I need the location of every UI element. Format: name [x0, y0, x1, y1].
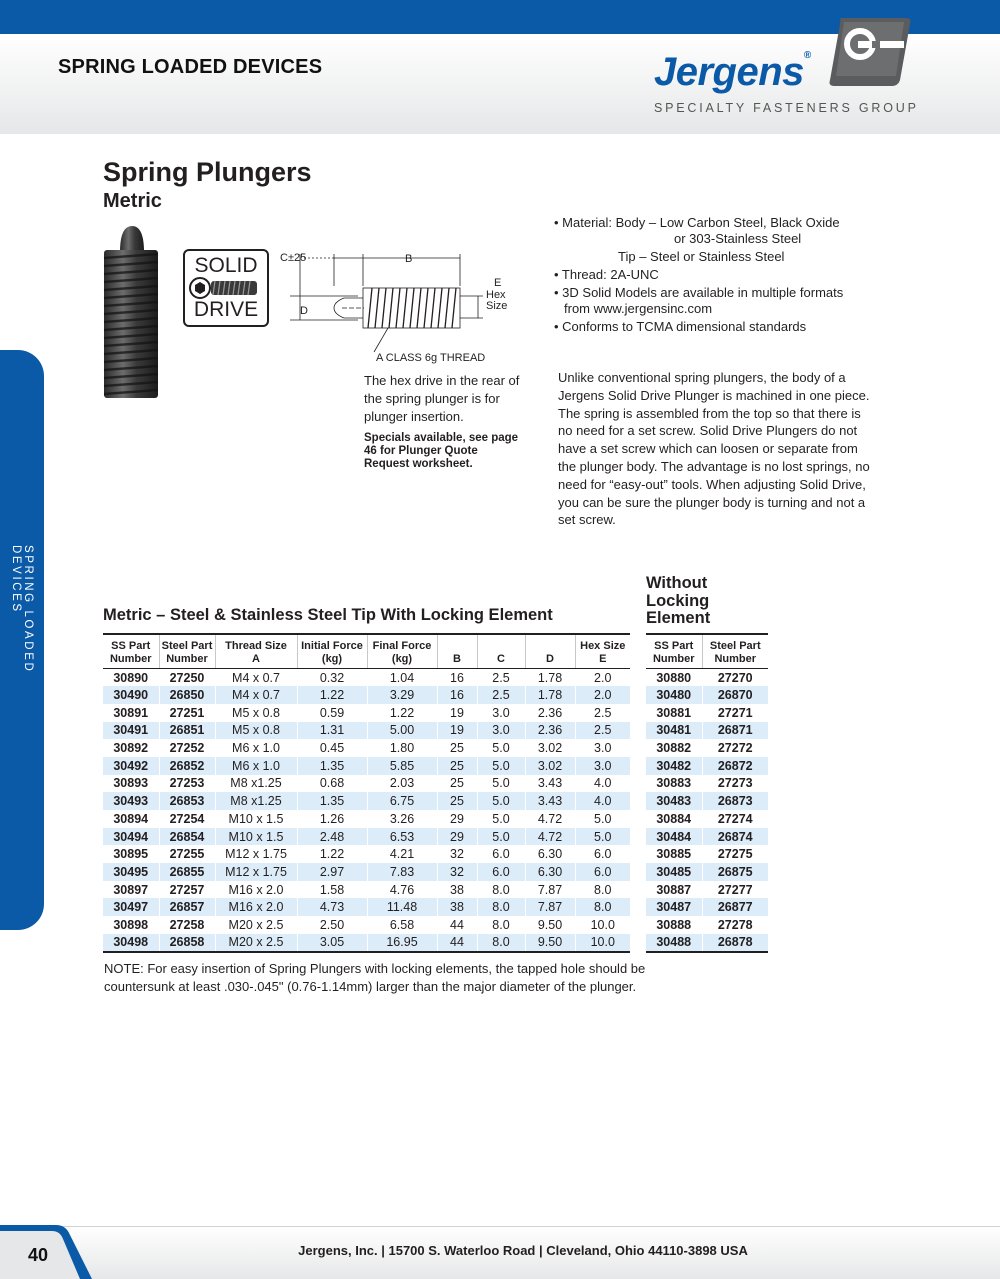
- table-row: [103, 704, 630, 722]
- table-cell: 30485: [646, 863, 702, 881]
- table-cell: 5.0: [477, 828, 525, 846]
- table-cell: 1.35: [297, 757, 367, 775]
- table-row: [103, 934, 630, 952]
- table-cell: 2.5: [575, 704, 630, 722]
- dim-c-label: C±25: [280, 252, 307, 264]
- table-cell: 19: [437, 704, 477, 722]
- specs-table-locking: [103, 633, 630, 953]
- column-header: [297, 634, 367, 669]
- table-cell: 8.0: [575, 898, 630, 916]
- table-cell: 10.0: [575, 934, 630, 952]
- column-header-line-2: Number: [166, 653, 208, 665]
- table-cell: 4.73: [297, 898, 367, 916]
- table-row: [646, 845, 768, 863]
- table-row: [103, 863, 630, 881]
- column-header: [159, 634, 215, 669]
- table-row: [103, 757, 630, 775]
- column-header-line-2: E: [599, 653, 607, 665]
- table-cell: 5.0: [477, 757, 525, 775]
- specials-note: Specials available, see page 46 for Plunger Quote Request worksheet.: [364, 432, 519, 470]
- table-cell: 2.36: [525, 722, 575, 740]
- table-cell: 2.5: [575, 722, 630, 740]
- table-cell: 6.30: [525, 863, 575, 881]
- hex-drive-caption: The hex drive in the rear of the spring plunger is for plunger insertion.: [364, 373, 520, 424]
- table-row: [103, 722, 630, 740]
- specs-table-no-locking: [646, 633, 768, 953]
- column-header-line-1: SS Part: [111, 640, 151, 652]
- table-cell: 26855: [159, 863, 215, 881]
- table-cell: 26874: [702, 828, 768, 846]
- column-header-line-2: C: [497, 653, 505, 665]
- table-cell: 8.0: [575, 881, 630, 899]
- column-header-line-2: A: [252, 653, 260, 665]
- column-header: [103, 634, 159, 669]
- table-cell: 30482: [646, 757, 702, 775]
- table-cell: 7.87: [525, 881, 575, 899]
- table-cell: 26877: [702, 898, 768, 916]
- column-header-line-1: Steel Part: [709, 640, 761, 652]
- table-row: [646, 898, 768, 916]
- page-subtitle: Metric: [103, 190, 162, 212]
- table-cell: 26853: [159, 792, 215, 810]
- table-cell: 0.32: [297, 669, 367, 687]
- table-cell: 26870: [702, 686, 768, 704]
- table-cell: 16.95: [367, 934, 437, 952]
- table-cell: 30888: [646, 916, 702, 934]
- section-title: SPRING LOADED DEVICES: [58, 56, 323, 78]
- table-cell: 27277: [702, 881, 768, 899]
- feature-material-line-1: • Material: Body – Low Carbon Steel, Black Oxide: [554, 215, 840, 230]
- table-cell: 6.58: [367, 916, 437, 934]
- table-cell: 16: [437, 669, 477, 687]
- table-cell: 9.50: [525, 916, 575, 934]
- table-row: [103, 792, 630, 810]
- table-cell: 10.0: [575, 916, 630, 934]
- table-cell: 30491: [103, 722, 159, 740]
- table-cell: 26852: [159, 757, 215, 775]
- table-cell: 5.0: [477, 739, 525, 757]
- table-cell: 26872: [702, 757, 768, 775]
- table-cell: 7.87: [525, 898, 575, 916]
- table-cell: 32: [437, 863, 477, 881]
- table-cell: 6.30: [525, 845, 575, 863]
- table-cell: 30892: [103, 739, 159, 757]
- table-cell: 26873: [702, 792, 768, 810]
- table-row: [646, 828, 768, 846]
- table-cell: 29: [437, 810, 477, 828]
- table-cell: 3.02: [525, 757, 575, 775]
- table-cell: 3.43: [525, 792, 575, 810]
- column-header-line-2: Number: [652, 653, 695, 665]
- table-cell: 4.0: [575, 792, 630, 810]
- table-cell: M16 x 2.0: [215, 881, 297, 899]
- column-header-line-2: (kg): [391, 653, 413, 665]
- table-header-row: [103, 634, 630, 669]
- table-cell: 30893: [103, 775, 159, 793]
- table-cell: 29: [437, 828, 477, 846]
- table-cell: 30897: [103, 881, 159, 899]
- table-cell: 6.0: [477, 845, 525, 863]
- hex-drive-plunger-icon: [189, 277, 263, 299]
- table-cell: 30480: [646, 686, 702, 704]
- table-cell: 27271: [702, 704, 768, 722]
- feature-models: [554, 285, 884, 317]
- table-cell: 11.48: [367, 898, 437, 916]
- table-cell: M10 x 1.5: [215, 810, 297, 828]
- table-cell: 1.22: [297, 845, 367, 863]
- table-cell: 2.0: [575, 669, 630, 687]
- table-row: [103, 739, 630, 757]
- feature-models-line-2: from www.jergensinc.com: [564, 301, 713, 316]
- table-cell: 30493: [103, 792, 159, 810]
- table-cell: 27255: [159, 845, 215, 863]
- page-title: Spring Plungers: [103, 157, 312, 187]
- feature-tip: [554, 249, 884, 265]
- table-cell: 30898: [103, 916, 159, 934]
- table-cell: 4.76: [367, 881, 437, 899]
- dim-size-label: Size: [486, 300, 508, 312]
- table-cell: 5.0: [477, 775, 525, 793]
- table-cell: 8.0: [477, 881, 525, 899]
- table-cell: 5.0: [477, 810, 525, 828]
- table-cell: 6.53: [367, 828, 437, 846]
- table-cell: 30494: [103, 828, 159, 846]
- table-cell: 30887: [646, 881, 702, 899]
- table-cell: 1.22: [367, 704, 437, 722]
- table-cell: 27270: [702, 669, 768, 687]
- column-header-line-1: Thread Size: [225, 640, 287, 652]
- table-cell: M20 x 2.5: [215, 934, 297, 952]
- table-cell: 44: [437, 934, 477, 952]
- brand-name: Jergens: [654, 50, 804, 94]
- table-cell: 30883: [646, 775, 702, 793]
- table-cell: 4.0: [575, 775, 630, 793]
- table-cell: 26850: [159, 686, 215, 704]
- column-header-line-1: Hex Size: [580, 640, 626, 652]
- table-cell: 32: [437, 845, 477, 863]
- table-cell: 30490: [103, 686, 159, 704]
- table-cell: M5 x 0.8: [215, 722, 297, 740]
- table-cell: 27274: [702, 810, 768, 828]
- table-cell: 27251: [159, 704, 215, 722]
- column-header-line-2: (kg): [321, 653, 343, 665]
- page-number: 40: [28, 1245, 49, 1265]
- column-header: [477, 634, 525, 669]
- table-cell: 30880: [646, 669, 702, 687]
- table-cell: 6.0: [575, 863, 630, 881]
- table-row: [646, 934, 768, 952]
- spring-plunger-photo: [100, 222, 160, 402]
- table-cell: 26857: [159, 898, 215, 916]
- table-cell: 30895: [103, 845, 159, 863]
- table-cell: 2.36: [525, 704, 575, 722]
- column-header-line-2: Number: [714, 653, 757, 665]
- feature-material-line-3: Tip – Steel or Stainless Steel: [618, 249, 785, 264]
- column-header: [575, 634, 630, 669]
- table-cell: 6.0: [575, 845, 630, 863]
- table-cell: 38: [437, 881, 477, 899]
- table-row: [646, 810, 768, 828]
- table-cell: 2.5: [477, 686, 525, 704]
- table-cell: 5.0: [575, 828, 630, 846]
- insertion-note: NOTE: For easy insertion of Spring Plungers with locking elements, the tapped hole should be countersunk at least .030-.045" (0.76-1.14mm) larger than the major diameter of the plunger.: [104, 961, 646, 994]
- footer-address: Jergens, Inc. | 15700 S. Waterloo Road | Cleveland, Ohio 44110-3898 USA: [298, 1243, 748, 1258]
- table-cell: 27275: [702, 845, 768, 863]
- table-cell: 3.0: [477, 722, 525, 740]
- table-cell: 8.0: [477, 916, 525, 934]
- table-cell: 16: [437, 686, 477, 704]
- table-row: [103, 916, 630, 934]
- table-cell: 38: [437, 898, 477, 916]
- table-cell: 9.50: [525, 934, 575, 952]
- table-cell: 30487: [646, 898, 702, 916]
- column-header: [702, 634, 768, 669]
- table-cell: 27273: [702, 775, 768, 793]
- table-cell: 3.29: [367, 686, 437, 704]
- dim-d-label: D: [300, 305, 308, 317]
- column-header: [215, 634, 297, 669]
- table-cell: M12 x 1.75: [215, 845, 297, 863]
- table-cell: M8 x1.25: [215, 775, 297, 793]
- column-header-line-1: Steel Part: [161, 640, 213, 652]
- table-cell: 25: [437, 792, 477, 810]
- side-title-line-2: Locking: [646, 591, 710, 610]
- side-title-line-1: Without: [646, 574, 708, 592]
- table-cell: 2.97: [297, 863, 367, 881]
- brand-logo-text: [654, 50, 811, 95]
- table-row: [646, 916, 768, 934]
- table-cell: 4.72: [525, 810, 575, 828]
- table-cell: M8 x1.25: [215, 792, 297, 810]
- table-cell: 4.72: [525, 828, 575, 846]
- table-cell: 3.0: [575, 739, 630, 757]
- table-row: [103, 686, 630, 704]
- table-cell: 3.0: [477, 704, 525, 722]
- table-row: [646, 704, 768, 722]
- table-cell: 44: [437, 916, 477, 934]
- side-title-line-3: Element: [646, 609, 711, 627]
- table-cell: 30894: [103, 810, 159, 828]
- column-header-line-2: D: [546, 653, 554, 665]
- table-cell: 2.5: [477, 669, 525, 687]
- table-cell: 30885: [646, 845, 702, 863]
- column-header-line-1: SS Part: [654, 640, 694, 652]
- table-cell: 0.68: [297, 775, 367, 793]
- table-cell: 2.48: [297, 828, 367, 846]
- column-header: [646, 634, 702, 669]
- table-cell: 4.21: [367, 845, 437, 863]
- table-cell: 25: [437, 739, 477, 757]
- badge-text-bottom: DRIVE: [193, 298, 259, 321]
- table-cell: M4 x 0.7: [215, 669, 297, 687]
- table-cell: 2.0: [575, 686, 630, 704]
- table-cell: 1.22: [297, 686, 367, 704]
- table-row: [103, 845, 630, 863]
- column-header: [437, 634, 477, 669]
- table-cell: 19: [437, 722, 477, 740]
- table-row: [646, 863, 768, 881]
- brand-registered-mark: ®: [803, 50, 811, 61]
- table-row: [103, 810, 630, 828]
- product-description: Unlike conventional spring plungers, the body of a Jergens Solid Drive Plunger is machined in one piece. The spring is assembled from the top so that there is no need for a set screw. Solid Drive Plungers do not have a set screw which can loosen or separate from the plunger body. The advantage is no lost springs, no need for “easy-out” tools. When adjusting Solid Drive, you can be sure the plunger body is turning and not a set screw.: [558, 370, 870, 528]
- table-row: [646, 686, 768, 704]
- table-cell: 3.26: [367, 810, 437, 828]
- table-cell: 3.0: [575, 757, 630, 775]
- table-row: [103, 669, 630, 687]
- table-cell: 30498: [103, 934, 159, 952]
- table-cell: 3.02: [525, 739, 575, 757]
- table-cell: 27253: [159, 775, 215, 793]
- table-cell: 5.0: [575, 810, 630, 828]
- table-cell: M6 x 1.0: [215, 757, 297, 775]
- feature-material-line-2: or 303-Stainless Steel: [674, 231, 802, 246]
- table-cell: M16 x 2.0: [215, 898, 297, 916]
- table-row: [103, 881, 630, 899]
- table-row: [646, 881, 768, 899]
- table-cell: 30497: [103, 898, 159, 916]
- table-cell: 26858: [159, 934, 215, 952]
- dim-thread-label: A CLASS 6g THREAD: [376, 352, 486, 364]
- table-cell: 30495: [103, 863, 159, 881]
- table-cell: 3.05: [297, 934, 367, 952]
- table-cell: 27258: [159, 916, 215, 934]
- side-table-title: [646, 575, 766, 628]
- table-cell: 1.35: [297, 792, 367, 810]
- table-cell: 26854: [159, 828, 215, 846]
- table-cell: 30484: [646, 828, 702, 846]
- badge-text-top: SOLID: [194, 254, 258, 277]
- table-cell: 27278: [702, 916, 768, 934]
- table-row: [646, 757, 768, 775]
- table-cell: 27272: [702, 739, 768, 757]
- table-cell: 8.0: [477, 934, 525, 952]
- table-cell: M10 x 1.5: [215, 828, 297, 846]
- table-cell: 5.00: [367, 722, 437, 740]
- feature-list: [554, 215, 884, 337]
- table-header-row: [646, 634, 768, 669]
- table-cell: M4 x 0.7: [215, 686, 297, 704]
- table-cell: 1.58: [297, 881, 367, 899]
- table-cell: M5 x 0.8: [215, 704, 297, 722]
- table-row: [646, 739, 768, 757]
- table-cell: 1.80: [367, 739, 437, 757]
- feature-models-line-1: • 3D Solid Models are available in multiple formats: [554, 285, 844, 300]
- table-row: [103, 828, 630, 846]
- dim-hex-label: Hex: [486, 289, 506, 301]
- table-cell: 1.31: [297, 722, 367, 740]
- column-header-line-2: Number: [109, 653, 152, 665]
- feature-tcma: • Conforms to TCMA dimensional standards: [554, 319, 807, 334]
- table-cell: 27254: [159, 810, 215, 828]
- table-cell: 1.26: [297, 810, 367, 828]
- table-cell: 6.0: [477, 863, 525, 881]
- table-cell: 3.43: [525, 775, 575, 793]
- table-cell: 0.59: [297, 704, 367, 722]
- table-row: [646, 775, 768, 793]
- column-header-line-1: Final Force: [372, 640, 432, 652]
- feature-material: [554, 215, 884, 247]
- table-cell: 27257: [159, 881, 215, 899]
- table-cell: 2.50: [297, 916, 367, 934]
- table-row: [646, 722, 768, 740]
- table-cell: 26875: [702, 863, 768, 881]
- table-cell: 30492: [103, 757, 159, 775]
- dim-e-label: E: [494, 277, 502, 289]
- table-cell: 6.75: [367, 792, 437, 810]
- table-cell: 26878: [702, 934, 768, 952]
- table-cell: 2.03: [367, 775, 437, 793]
- table-cell: 30882: [646, 739, 702, 757]
- table-row: [646, 669, 768, 687]
- table-cell: 27252: [159, 739, 215, 757]
- table-row: [103, 775, 630, 793]
- column-header-line-1: Initial Force: [301, 640, 363, 652]
- feature-thread: • Thread: 2A-UNC: [554, 267, 659, 282]
- table-cell: 1.78: [525, 686, 575, 704]
- table-cell: 30881: [646, 704, 702, 722]
- solid-drive-badge: [183, 249, 269, 327]
- side-tab-label: SPRING LOADED DEVICES: [10, 545, 34, 674]
- jergens-logo-icon: [828, 14, 912, 88]
- table-cell: 8.0: [477, 898, 525, 916]
- table-cell: 30890: [103, 669, 159, 687]
- table-cell: 7.83: [367, 863, 437, 881]
- table-cell: 30884: [646, 810, 702, 828]
- table-cell: 1.04: [367, 669, 437, 687]
- table-row: [103, 898, 630, 916]
- table-cell: M12 x 1.75: [215, 863, 297, 881]
- main-table-title: Metric – Steel & Stainless Steel Tip With Locking Element: [103, 606, 553, 624]
- table-cell: 30891: [103, 704, 159, 722]
- table-cell: 30481: [646, 722, 702, 740]
- table-cell: 26871: [702, 722, 768, 740]
- table-cell: 30483: [646, 792, 702, 810]
- brand-tagline: SPECIALTY FASTENERS GROUP: [654, 101, 919, 115]
- dimension-diagram: [278, 248, 528, 368]
- table-cell: M20 x 2.5: [215, 916, 297, 934]
- dim-b-label: B: [405, 253, 413, 265]
- table-cell: 27250: [159, 669, 215, 687]
- table-cell: 25: [437, 775, 477, 793]
- table-cell: 5.0: [477, 792, 525, 810]
- column-header: [525, 634, 575, 669]
- column-header: [367, 634, 437, 669]
- table-cell: 5.85: [367, 757, 437, 775]
- table-cell: 0.45: [297, 739, 367, 757]
- table-cell: 30488: [646, 934, 702, 952]
- table-cell: 26851: [159, 722, 215, 740]
- column-header-line-2: B: [453, 653, 461, 665]
- table-cell: M6 x 1.0: [215, 739, 297, 757]
- table-cell: 25: [437, 757, 477, 775]
- table-row: [646, 792, 768, 810]
- table-cell: 1.78: [525, 669, 575, 687]
